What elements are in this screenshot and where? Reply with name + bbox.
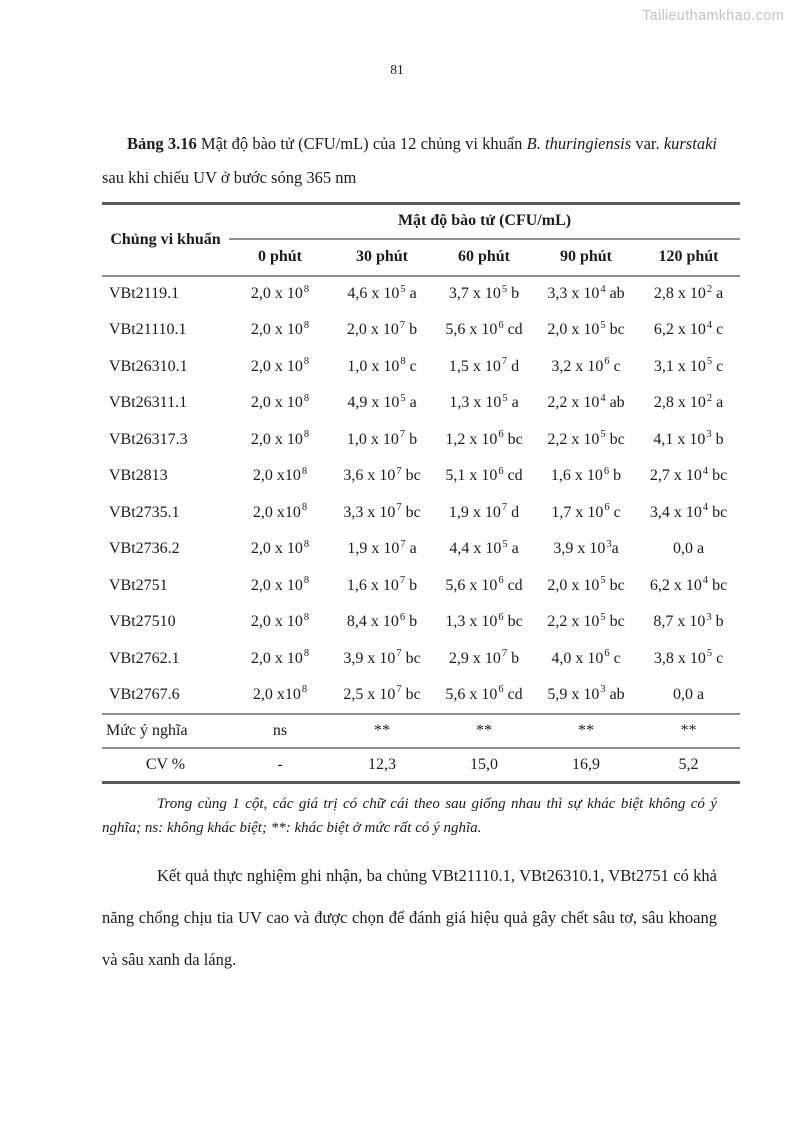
exponent: 4	[702, 575, 709, 587]
density-value: 1,9 x $10^7$ d	[448, 502, 520, 521]
exponent: 6	[498, 319, 504, 331]
density-value: 3,1 x $10^5$ c	[653, 356, 724, 375]
density-value: 1,9 x $10^7$ a	[347, 538, 417, 558]
table-caption	[102, 127, 717, 195]
density-value: 1,7 x $10^6$ c	[551, 502, 621, 521]
density-value: 0,0 a	[637, 677, 740, 714]
density-value: 2,0 x $10^8$	[250, 611, 310, 631]
density-value: 2,0 $x10^8$	[229, 677, 331, 714]
density-value: 4,0 x $10^6$ c	[551, 648, 621, 667]
density-value: 1,2 x $10^6$ bc	[445, 429, 523, 448]
exponent: 8	[301, 465, 308, 477]
cv-value: 15,0	[470, 755, 498, 773]
strain-name: VBt2813	[109, 467, 168, 485]
density-value: 3,8 x $10^5$ c	[653, 648, 724, 667]
exponent: 7	[501, 356, 508, 368]
exponent: 8	[303, 283, 310, 295]
exponent: 6	[498, 429, 504, 441]
exponent: 5	[706, 648, 713, 660]
exponent: 8	[303, 319, 310, 331]
exponent: 5	[600, 429, 606, 441]
density-value: 3,7 x $10^5$ b	[448, 283, 520, 303]
exponent: 7	[399, 319, 406, 331]
density-value: 8,4 x $10^6$ b	[346, 611, 418, 631]
exponent: 2	[706, 392, 713, 404]
table-row	[102, 385, 740, 422]
density-value: 1,0 x $10^7$ b	[346, 429, 418, 448]
column-header-time: 30 phút	[331, 239, 433, 276]
caption-text: var.	[631, 134, 664, 153]
column-header-time: 90 phút	[535, 239, 637, 276]
density-value: 4,4 x $10^5$ a	[449, 538, 519, 558]
significance-value: **	[331, 714, 433, 748]
exponent: 5	[600, 575, 606, 587]
exponent: 3	[706, 429, 712, 441]
density-value: 2,2 x $10^5$ bc	[547, 611, 625, 631]
density-value: 1,6 x $10^7$ b	[346, 575, 418, 594]
exponent: 7	[396, 465, 402, 477]
table-row	[102, 604, 740, 641]
exponent: 5	[502, 392, 508, 404]
strain-name: VBt2736.2	[109, 540, 180, 558]
cv-value: 16,9	[572, 755, 600, 773]
exponent: 5	[501, 283, 508, 295]
caption-label: Bảng 3.16	[127, 134, 197, 153]
strain-name: VBt2767.6	[102, 677, 229, 714]
table-row	[102, 677, 740, 714]
table-footer	[102, 714, 740, 783]
density-value: 0,0 a	[672, 540, 705, 558]
cv-value: 12,3	[368, 755, 396, 773]
cv-value: 5,2	[678, 755, 699, 773]
page-content	[102, 127, 740, 981]
exponent: 8	[303, 648, 310, 660]
density-value: 4,6 x $10^5$ a	[347, 283, 417, 303]
column-header-time: 120 phút	[637, 239, 740, 276]
column-header-group: Mật độ bào tử (CFU/mL)	[229, 204, 740, 239]
density-value: 2,0 x $10^8$	[250, 429, 310, 448]
density-value: 2,2 x $10^5$ bc	[547, 429, 625, 448]
exponent: 5	[600, 611, 606, 623]
table-row	[102, 531, 740, 568]
strain-name: VBt26311.1	[109, 394, 188, 412]
table-body	[102, 276, 740, 714]
density-value: 2,2 x $10^4$ ab	[547, 392, 625, 412]
density-value: 3,2 x $10^6$ c	[551, 356, 621, 375]
table-row	[102, 458, 740, 495]
body-paragraph: Kết quả thực nghiệm ghi nhận, ba chủng VBt21110.1, VBt26310.1, VBt2751 có khả năng chống chịu tia UV cao và được chọn để đánh giá hiệu quả gây chết sâu tơ, sâu khoang và sâu xanh da láng.	[102, 866, 717, 969]
density-value: 2,0 x $10^7$ b	[346, 319, 418, 339]
table-row	[102, 349, 740, 386]
caption-species: B. thuringiensis	[526, 134, 632, 153]
exponent: 2	[706, 283, 713, 295]
exponent: 6	[604, 648, 610, 660]
table-footnote: Trong cùng 1 cột, các giá trị có chữ cái theo sau giống nhau thì sự khác biệt không có ý nghĩa; ns: không khác biệt; **: khác biệt ở mức rất có ý nghĩa.	[102, 796, 717, 836]
table-row	[102, 641, 740, 678]
density-value: 3,3 x $10^4$ ab	[547, 283, 625, 303]
exponent: 6	[399, 611, 406, 623]
table-row	[102, 276, 740, 313]
exponent: 5	[502, 538, 508, 550]
strain-name: VBt26317.3	[109, 430, 188, 448]
density-value: 3,3 x $10^7$ bc	[343, 502, 421, 521]
density-value: 1,0 x $10^8$ c	[347, 356, 417, 375]
density-value: 1,6 x $10^6$ b	[550, 465, 622, 485]
watermark: Tailieuthamkhao.com	[642, 8, 784, 24]
density-value: 3,6 x $10^7$ bc	[343, 465, 421, 485]
cv-value: -	[277, 755, 283, 773]
exponent: 7	[396, 684, 402, 696]
significance-value: **	[535, 714, 637, 748]
density-value: 6,2 x $10^4$ c	[653, 319, 724, 339]
density-value: 2,0 x $10^8$	[250, 319, 310, 339]
caption-variant: kurstaki	[663, 134, 717, 153]
exponent: 8	[303, 392, 310, 404]
density-value: 3,9 x $10^7$ bc	[343, 648, 421, 667]
density-value: 1,3 x $10^5$ a	[449, 392, 519, 412]
exponent: 4	[600, 283, 606, 295]
exponent: 6	[604, 502, 610, 514]
exponent: 6	[498, 465, 504, 477]
exponent: 6	[498, 611, 504, 623]
density-value: 2,0 x $10^5$ bc	[547, 319, 625, 339]
density-value: 3,9 x $10^3a$	[553, 538, 619, 558]
strain-name: VBt2735.1	[109, 503, 180, 521]
exponent: 8	[303, 356, 310, 368]
cv-row	[102, 748, 740, 783]
density-value: 2,9 x $10^7$ b	[448, 648, 520, 667]
table-row	[102, 312, 740, 349]
page-number: 81	[390, 62, 404, 77]
exponent: 8	[301, 684, 308, 696]
exponent: 8	[303, 429, 310, 441]
exponent: 7	[400, 538, 406, 550]
exponent: 8	[303, 611, 310, 623]
exponent: 7	[501, 648, 508, 660]
exponent: 3	[600, 684, 606, 696]
significance-row	[102, 714, 740, 748]
density-value: 2,0 x $10^8$	[250, 538, 310, 558]
density-value: 2,7 x $10^4$ bc	[649, 465, 728, 485]
table-row	[102, 422, 740, 459]
cv-label: CV %	[145, 755, 186, 773]
exponent: 6	[604, 356, 610, 368]
density-value: 5,6 x $10^6$ cd	[445, 575, 523, 594]
density-value: 2,0 x $10^8$	[250, 356, 310, 375]
table-row	[102, 568, 740, 605]
exponent: 5	[706, 356, 713, 368]
exponent: 7	[399, 429, 406, 441]
strain-name: VBt26310.1	[109, 357, 188, 375]
strain-name: VBt2119.1	[109, 285, 180, 303]
exponent: 6	[498, 684, 504, 696]
density-value: 1,3 x $10^6$ bc	[445, 611, 523, 631]
density-value: 5,6 x $10^6$ cd	[445, 319, 523, 339]
density-value: 3,4 x $10^4$ bc	[649, 502, 728, 521]
density-value: 2,0 $x10^8$	[252, 502, 308, 521]
strain-name: VBt27510	[109, 613, 176, 631]
significance-label: Mức ý nghĩa	[102, 714, 229, 748]
density-value: 2,5 x $10^7$ bc	[331, 677, 433, 714]
density-value: 6,2 x $10^4$ bc	[649, 575, 728, 594]
density-value: 2,0 x $10^8$	[250, 575, 310, 594]
density-value: 2,0 x $10^8$	[250, 648, 310, 667]
density-value: 4,1 x $10^3$ b	[653, 429, 724, 448]
column-header-time: 60 phút	[433, 239, 535, 276]
significance-value: **	[433, 714, 535, 748]
exponent: 3	[706, 611, 712, 623]
density-value: 8,7 x $10^3$ b	[653, 611, 724, 631]
exponent: 6	[498, 575, 504, 587]
exponent: 8	[303, 538, 310, 550]
density-value: 2,0 x $10^8$	[250, 392, 310, 412]
exponent: 5	[600, 319, 606, 331]
exponent: 3	[606, 538, 612, 550]
strain-name: VBt2751	[109, 576, 168, 594]
density-value: 2,0 $x10^8$	[252, 465, 308, 485]
density-value: 5,9 x $10^3$ ab	[535, 677, 637, 714]
density-value: 5,6 x $10^6$ cd	[433, 677, 535, 714]
spore-density-table	[102, 202, 740, 784]
exponent: 5	[400, 283, 406, 295]
density-value: 2,0 x $10^5$ bc	[547, 575, 625, 594]
exponent: 6	[603, 465, 610, 477]
exponent: 5	[400, 392, 406, 404]
caption-text: sau khi chiếu UV ở bước sóng 365 nm	[102, 168, 357, 187]
header-row-group	[102, 204, 740, 239]
column-header-time: 0 phút	[229, 239, 331, 276]
strain-name: VBt21110.1	[109, 321, 187, 339]
exponent: 4	[706, 319, 713, 331]
exponent: 7	[396, 648, 402, 660]
exponent: 7	[399, 575, 406, 587]
density-value: 1,5 x $10^7$ d	[448, 356, 520, 375]
exponent: 4	[702, 465, 709, 477]
strain-name: VBt2762.1	[109, 649, 180, 667]
significance-value: ns	[229, 714, 331, 748]
exponent: 8	[400, 356, 406, 368]
exponent: 7	[396, 502, 402, 514]
exponent: 8	[303, 575, 310, 587]
exponent: 4	[600, 392, 606, 404]
density-value: 2,0 x $10^8$	[250, 283, 310, 303]
exponent: 8	[301, 502, 308, 514]
density-value: 5,1 x $10^6$ cd	[445, 465, 523, 485]
exponent: 7	[501, 502, 508, 514]
density-value: 2,8 x $10^2$ a	[653, 283, 724, 303]
table-header	[102, 204, 740, 276]
density-value: 4,9 x $10^5$ a	[347, 392, 417, 412]
exponent: 4	[702, 502, 709, 514]
significance-value: **	[637, 714, 740, 748]
density-value: 2,8 x $10^2$ a	[653, 392, 724, 412]
column-header-strain: Chủng vi khuẩn	[102, 204, 229, 276]
table-row	[102, 495, 740, 532]
caption-text: Mật độ bào tử (CFU/mL) của 12 chủng vi khuẩn	[196, 134, 527, 153]
